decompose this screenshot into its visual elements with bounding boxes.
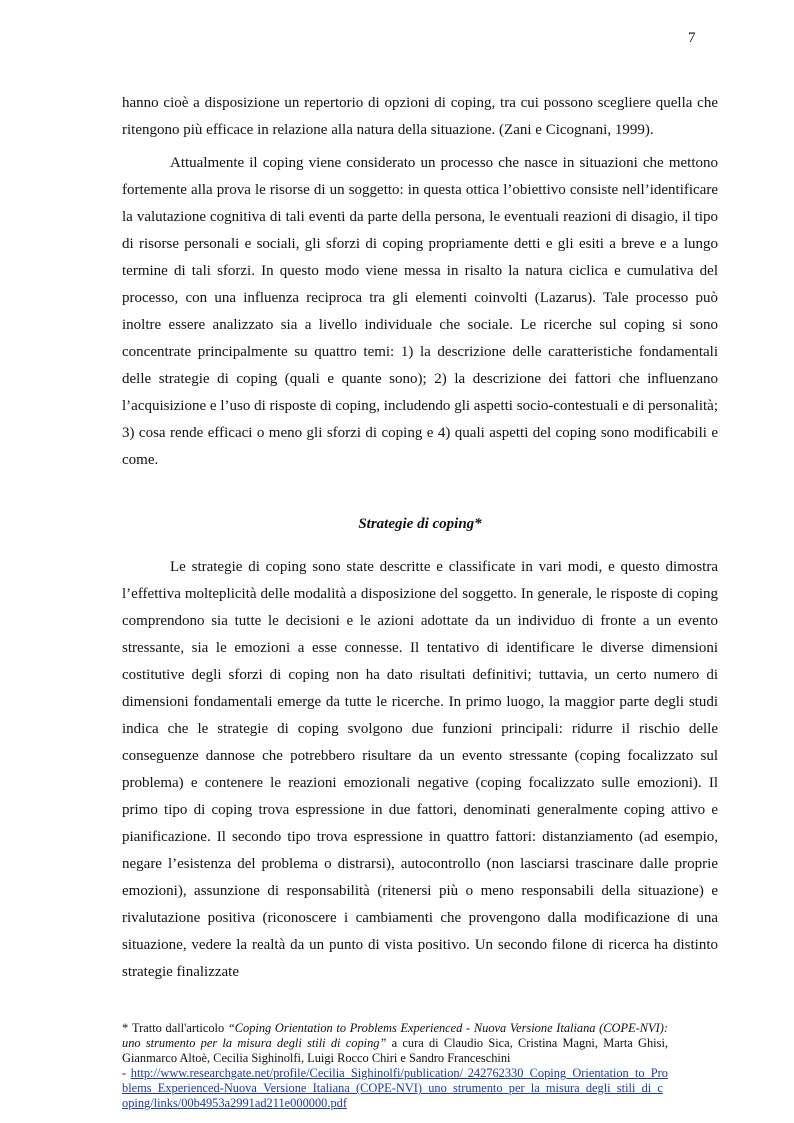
footnote-link-part2: 242762330_Coping_Orientation_to_Problems_Experienced-Nuova_Versione_Italiana_(COPE-NVI)_uno_strumento_per_la_misura_degli_stili_di_coping/links/00b4953a2991ad211e000000.pdf (122, 1066, 668, 1110)
footnote-authors: a cura di Claudio Sica, Cristina Magni, Marta Ghisi, Gianmarco Altoè, Cecilia Sighinolfi, Luigi Rocco Chiri e Sandro Franceschini (122, 1036, 668, 1065)
body-text (122, 90, 718, 986)
footnote-prefix: Tratto dall'articolo (132, 1021, 228, 1035)
footnote (122, 1021, 668, 1111)
footnote-link[interactable] (122, 1066, 668, 1110)
section-heading: Strategie di coping* (358, 516, 482, 532)
footnote-dash: - (122, 1066, 131, 1080)
page-number: 7 (688, 30, 696, 46)
footnote-link-part1: http://www.researchgate.net/profile/Cecilia_Sighinolfi/publication/ (130, 1066, 464, 1080)
paragraph-coping-process: Attualmente il coping viene considerato un processo che nasce in situazioni che mettono fortemente alla prova le risorse di un soggetto: in questa ottica l’obiettivo consiste nell’identificare la valutazione cognitiva di tali eventi da parte della persona, le eventuali reazioni di disagio, il tipo di risorse personali e sociali, gli sforzi di coping propriamente detti e gli esiti a breve e a lungo termine di tali sforzi. In questo modo viene messa in risalto la natura ciclica e cumulativa del processo, con una influenza reciproca tra gli elementi coinvolti (Lazarus). Tale processo può inoltre essere analizzato sia a livello individuale che sociale. Le ricerche sul coping si sono concentrate principalmente su quattro temi: 1) la descrizione delle caratteristiche fondamentali delle strategie di coping (quali e quante sono); 2) la descrizione dei fattori che influenzano l’acquisizione e l’uso di risposte di coping, includendo gli aspetti socio-contestuali e di personalità; 3) cosa rende efficaci o meno gli sforzi di coping e 4) quali aspetti del coping sono modificabili e come. (122, 155, 718, 468)
paragraph-intro: hanno cioè a disposizione un repertorio di opzioni di coping, tra cui possono scegliere quella che ritengono più efficace in relazione alla natura della situazione. (Zani e Cicognani, 1999). (122, 95, 718, 138)
footnote-marker: * (122, 1021, 129, 1035)
paragraph-coping-strategies: Le strategie di coping sono state descritte e classificate in vari modi, e questo dimostra l’effettiva molteplicità delle modalità a disposizione del soggetto. In generale, le risposte di coping comprendono sia tutte le decisioni e le azioni adottate da un individuo di fronte a un evento stressante, sia le emozioni a esse connesse. Il tentativo di identificare le diverse dimensioni costitutive degli sforzi di coping non ha dato risultati definitivi; tuttavia, un certo numero di dimensioni fondamentali emerge da tutte le ricerche. In primo luogo, la maggior parte degli studi indica che le strategie di coping svolgono due funzioni principali: ridurre il rischio delle conseguenze dannose che potrebbero risultare da un evento stressante (coping focalizzato sul problema) e contenere le reazioni emozionali negative (coping focalizzato sulle emozioni). Il primo tipo di coping trova espressione in due fattori, denominati generalmente coping attivo e pianificazione. Il secondo tipo trova espressione in quattro fattori: distanziamento (ad esempio, negare l’esistenza del problema o distrarsi), autocontrollo (non lasciarsi trascinare dalle proprie emozioni), assunzione di responsabilità (ritenersi più o meno responsabili della situazione) e rivalutazione positiva (riconoscere i cambiamenti che provengono dalla modificazione di una situazione, vedere la realtà da un punto di vista positivo. Un secondo filone di ricerca ha distinto strategie finalizzate (122, 559, 718, 980)
footnote-article-title: “Coping Orientation to Problems Experienced - Nuova Versione Italiana (COPE-NVI): uno strumento per la misura degli stili di coping” (122, 1021, 668, 1050)
